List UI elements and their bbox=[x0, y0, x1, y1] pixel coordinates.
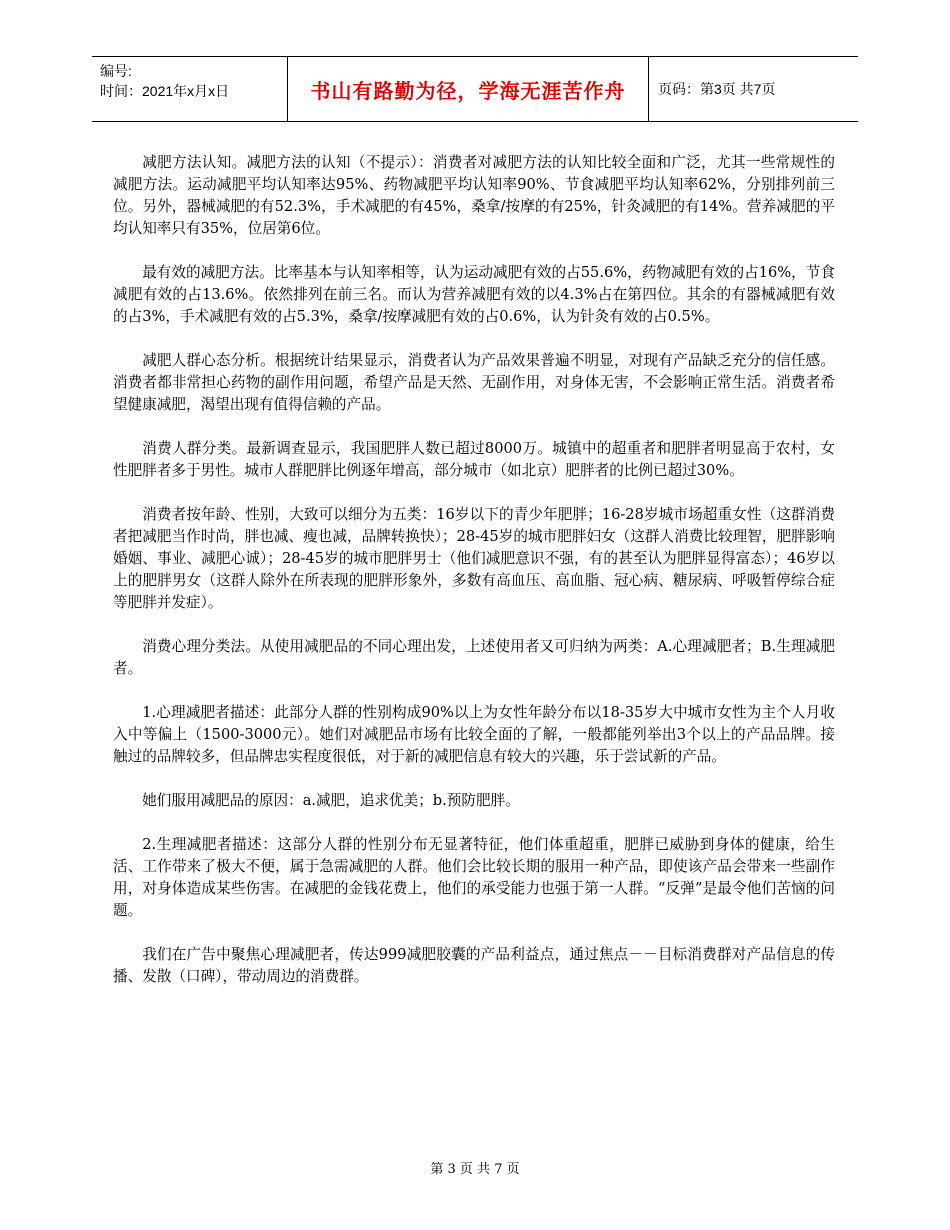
paragraph: 减肥人群心态分析。根据统计结果显示，消费者认为产品效果普遍不明显，对现有产品缺乏充分的信任感。消费者都非常担心药物的副作用问题，希望产品是天然、无副作用，对身体无害，不会影响正常生活。消费者希望健康减肥，渴望出现有值得信赖的产品。 bbox=[113, 352, 835, 413]
paragraph: 最有效的减肥方法。比率基本与认知率相等，认为运动减肥有效的占55.6%，药物减肥有效的占16%，节食减肥有效的占13.6%。依然排列在前三名。而认为营养减肥有效的以4.3%占在第四位。其余的有器械减肥有效的占3%，手术减肥有效的占5.3%，桑拿/按摩减肥有效的占0.6%，认为针灸有效的占0.5%。 bbox=[113, 264, 835, 325]
document-date: 时间：2021年x月x日 bbox=[100, 83, 230, 99]
document-body bbox=[113, 152, 835, 1010]
header-page-info: 页码：第3页 共7页 bbox=[658, 81, 776, 97]
paragraph: 我们在广告中聚焦心理减肥者，传达999减肥胶囊的产品利益点，通过焦点－－目标消费群对产品信息的传播、发散（口碑），带动周边的消费群。 bbox=[113, 946, 835, 985]
header-motto: 书山有路勤为径，学海无涯苦作舟 bbox=[287, 57, 649, 121]
header-meta bbox=[100, 61, 229, 101]
paragraph: 她们服用减肥品的原因：a.减肥，追求优美；b.预防肥胖。 bbox=[142, 792, 520, 809]
document-number-label: 编号: bbox=[100, 63, 132, 79]
paragraph: 2.生理减肥者描述：这部分人群的性别分布无显著特征，他们体重超重，肥胖已威胁到身体的健康，给生活、工作带来了极大不便，属于急需减肥的人群。他们会比较长期的服用一种产品，即使该产品会带来一些副作用，对身体造成某些伤害。在减肥的金钱花费上，他们的承受能力也强于第一人群。“反弹”是最令他们苦恼的问题。 bbox=[113, 836, 835, 919]
paragraph: 1.心理减肥者描述：此部分人群的性别构成90%以上为女性年龄分布以18-35岁大中城市女性为主个人月收入中等偏上（1500-3000元）。她们对减肥品市场有比较全面的了解，一般都能列举出3个以上的产品品牌。接触过的品牌较多，但品牌忠实程度很低，对于新的减肥信息有较大的兴趣，乐于尝试新的产品。 bbox=[113, 704, 835, 765]
paragraph: 消费心理分类法。从使用减肥品的不同心理出发，上述使用者又可归纳为两类：A.心理减肥者；B.生理减肥者。 bbox=[113, 638, 835, 677]
paragraph: 减肥方法认知。减肥方法的认知（不提示）：消费者对减肥方法的认知比较全面和广泛，尤其一些常规性的减肥方法。运动减肥平均认知率达95%、药物减肥平均认知率90%、节食减肥平均认知率62%，分别排列前三位。另外，器械减肥的有52.3%，手术减肥的有45%，桑拿/按摩的有25%，针灸减肥的有14%。营养减肥的平均认知率只有35%，位居第6位。 bbox=[113, 154, 835, 237]
page-footer: 第 3 页 共 7 页 bbox=[430, 1162, 520, 1177]
page-header bbox=[92, 56, 858, 122]
paragraph: 消费人群分类。最新调查显示，我国肥胖人数已超过8000万。城镇中的超重者和肥胖者明显高于农村，女性肥胖者多于男性。城市人群肥胖比例逐年增高，部分城市（如北京）肥胖者的比例已超过30%。 bbox=[113, 440, 835, 479]
paragraph: 消费者按年龄、性别，大致可以细分为五类：16岁以下的青少年肥胖；16-28岁城市场超重女性（这群消费者把减肥当作时尚，胖也减、瘦也减，品牌转换快）；28-45岁的城市肥胖妇女（这群人消费比较理智，肥胖影响婚姻、事业、减肥心诚）；28-45岁的城市肥胖男士（他们减肥意识不强，有的甚至认为肥胖显得富态）；46岁以上的肥胖男女（这群人除外在所表现的肥胖形象外，多数有高血压、高血脂、冠心病、糖尿病、呼吸暂停综合症等肥胖并发症）。 bbox=[113, 506, 835, 611]
